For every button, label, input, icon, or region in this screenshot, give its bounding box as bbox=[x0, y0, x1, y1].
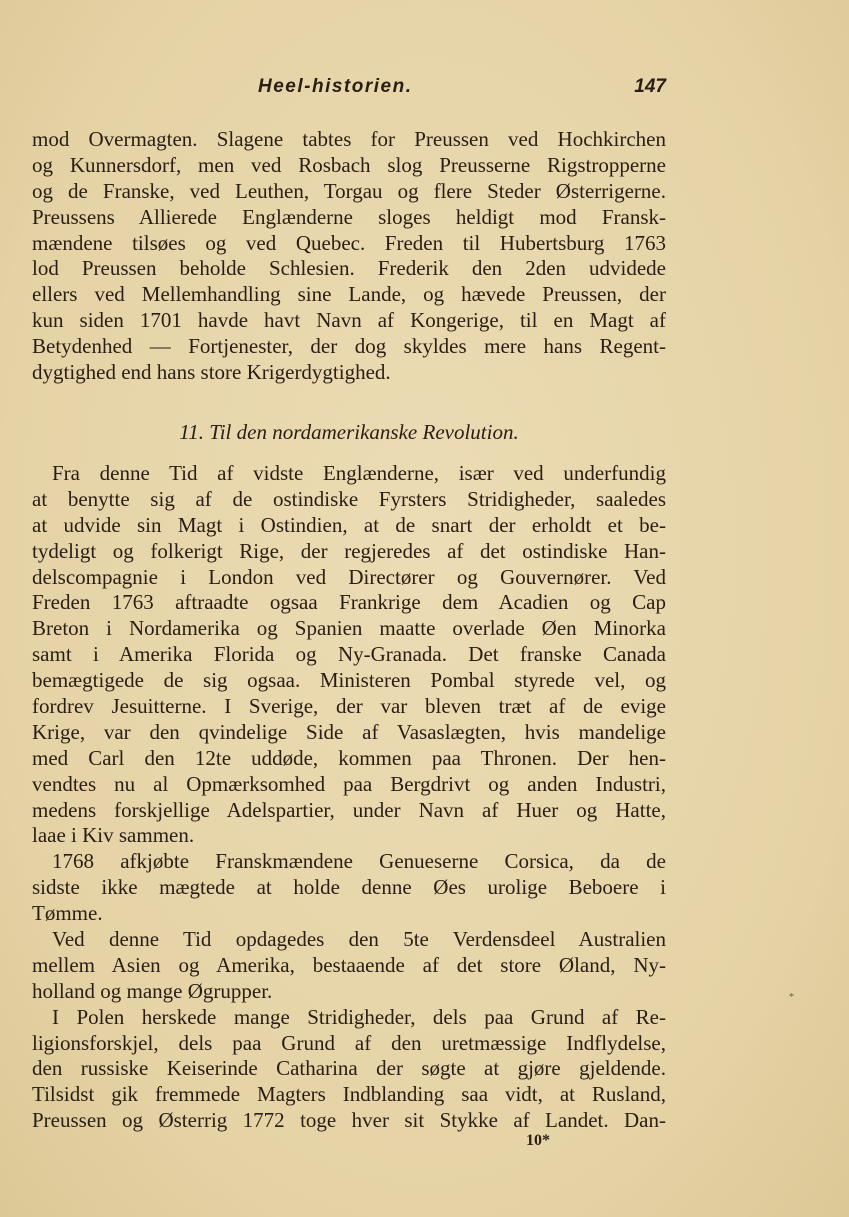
text-line: mod Overmagten. Slagene tabtes for Preussen ved Hochkirchen bbox=[32, 127, 666, 151]
text-line: fordrev Jesuitterne. I Sverige, der var bleven træt af de evige bbox=[32, 694, 666, 719]
text-line: delscompagnie i London ved Directører og Gouvernører. Ved bbox=[32, 564, 666, 589]
text-line: mændene tilsøes og ved Quebec. Freden til Hubertsburg 1763 bbox=[32, 230, 666, 255]
text-line: ligionsforskjel, dels paa Grund af den uretmæssige Indflydelse, bbox=[32, 1030, 666, 1055]
text-line: bemægtigede de sig ogsaa. Ministeren Pombal styrede vel, og bbox=[32, 668, 666, 693]
page-number: 147 bbox=[634, 76, 666, 97]
text-line: Freden 1763 aftraadte ogsaa Frankrige dem Acadien og Cap bbox=[32, 590, 666, 615]
page-header bbox=[32, 76, 666, 102]
text-line: Fra denne Tid af vidste Englænderne, især ved underfundig bbox=[52, 461, 666, 485]
text-line: samt i Amerika Florida og Ny-Granada. Det franske Canada bbox=[32, 642, 666, 667]
text-line: Preussens Allierede Englænderne sloges heldigt mod Fransk- bbox=[32, 204, 666, 229]
text-line: lod Preussen beholde Schlesien. Frederik den 2den udvidede bbox=[32, 256, 666, 281]
text-line: Betydenhed — Fortjenester, der dog skyldes mere hans Regent- bbox=[32, 334, 666, 359]
text-line: tydeligt og folkerigt Rige, der regjeredes af det ostindiske Han- bbox=[32, 538, 666, 563]
text-line: Preussen og Østerrig 1772 toge hver sit Stykke af Landet. Dan- bbox=[32, 1108, 666, 1133]
text-line: I Polen herskede mange Stridigheder, dels paa Grund af Re- bbox=[52, 1004, 666, 1029]
text-line: dygtighed end hans store Krigerdygtighed. bbox=[32, 360, 391, 385]
text-line: Tilsidst gik fremmede Magters Indblanding saa vidt, at Rusland, bbox=[32, 1082, 666, 1107]
running-title: Heel-historien. bbox=[258, 76, 413, 97]
text-line: den russiske Keiserinde Catharina der søgte at gjøre gjeldende. bbox=[32, 1056, 666, 1081]
paragraph-block-1 bbox=[32, 127, 666, 386]
printer-signature-mark: 10* bbox=[526, 1132, 550, 1149]
text-line: Krige, var den qvindelige Side af Vasaslægten, hvis mandelige bbox=[32, 719, 666, 744]
text-line: holland og mange Øgrupper. bbox=[32, 978, 273, 1003]
text-line: vendtes nu al Opmærksomhed paa Bergdrivt og anden Industri, bbox=[32, 771, 666, 796]
margin-mark: * bbox=[789, 992, 794, 1003]
text-line: sidste ikke mægtede at holde denne Øes urolige Beboere i bbox=[32, 875, 666, 900]
text-line: kun siden 1701 havde havt Navn af Kongerige, til en Magt af bbox=[32, 308, 666, 333]
text-line: og de Franske, ved Leuthen, Torgau og flere Steder Østerrigerne. bbox=[32, 178, 666, 203]
text-line: at benytte sig af de ostindiske Fyrsters Stridigheder, saaledes bbox=[32, 486, 666, 511]
text-line: og Kunnersdorf, men ved Rosbach slog Preusserne Rigstropperne bbox=[32, 152, 666, 177]
text-line: Breton i Nordamerika og Spanien maatte overlade Øen Minorka bbox=[32, 616, 666, 641]
text-line: laae i Kiv sammen. bbox=[32, 823, 195, 848]
section-heading: 11. Til den nordamerikanske Revolution. bbox=[179, 420, 519, 444]
text-line: at udvide sin Magt i Ostindien, at de snart der erholdt et be- bbox=[32, 512, 666, 537]
text-line: 1768 afkjøbte Franskmændene Genueserne Corsica, da de bbox=[52, 849, 666, 874]
text-line: mellem Asien og Amerika, bestaaende af det store Øland, Ny- bbox=[32, 952, 666, 977]
text-line: Ved denne Tid opdagedes den 5te Verdensdeel Australien bbox=[52, 927, 666, 952]
paragraph-block-2 bbox=[32, 461, 666, 1134]
text-line: Tømme. bbox=[32, 901, 103, 926]
text-line: ellers ved Mellemhandling sine Lande, og hævede Preussen, der bbox=[32, 282, 666, 307]
text-line: med Carl den 12te uddøde, kommen paa Thronen. Der hen- bbox=[32, 745, 666, 770]
text-line: medens forskjellige Adelspartier, under Navn af Huer og Hatte, bbox=[32, 797, 666, 822]
